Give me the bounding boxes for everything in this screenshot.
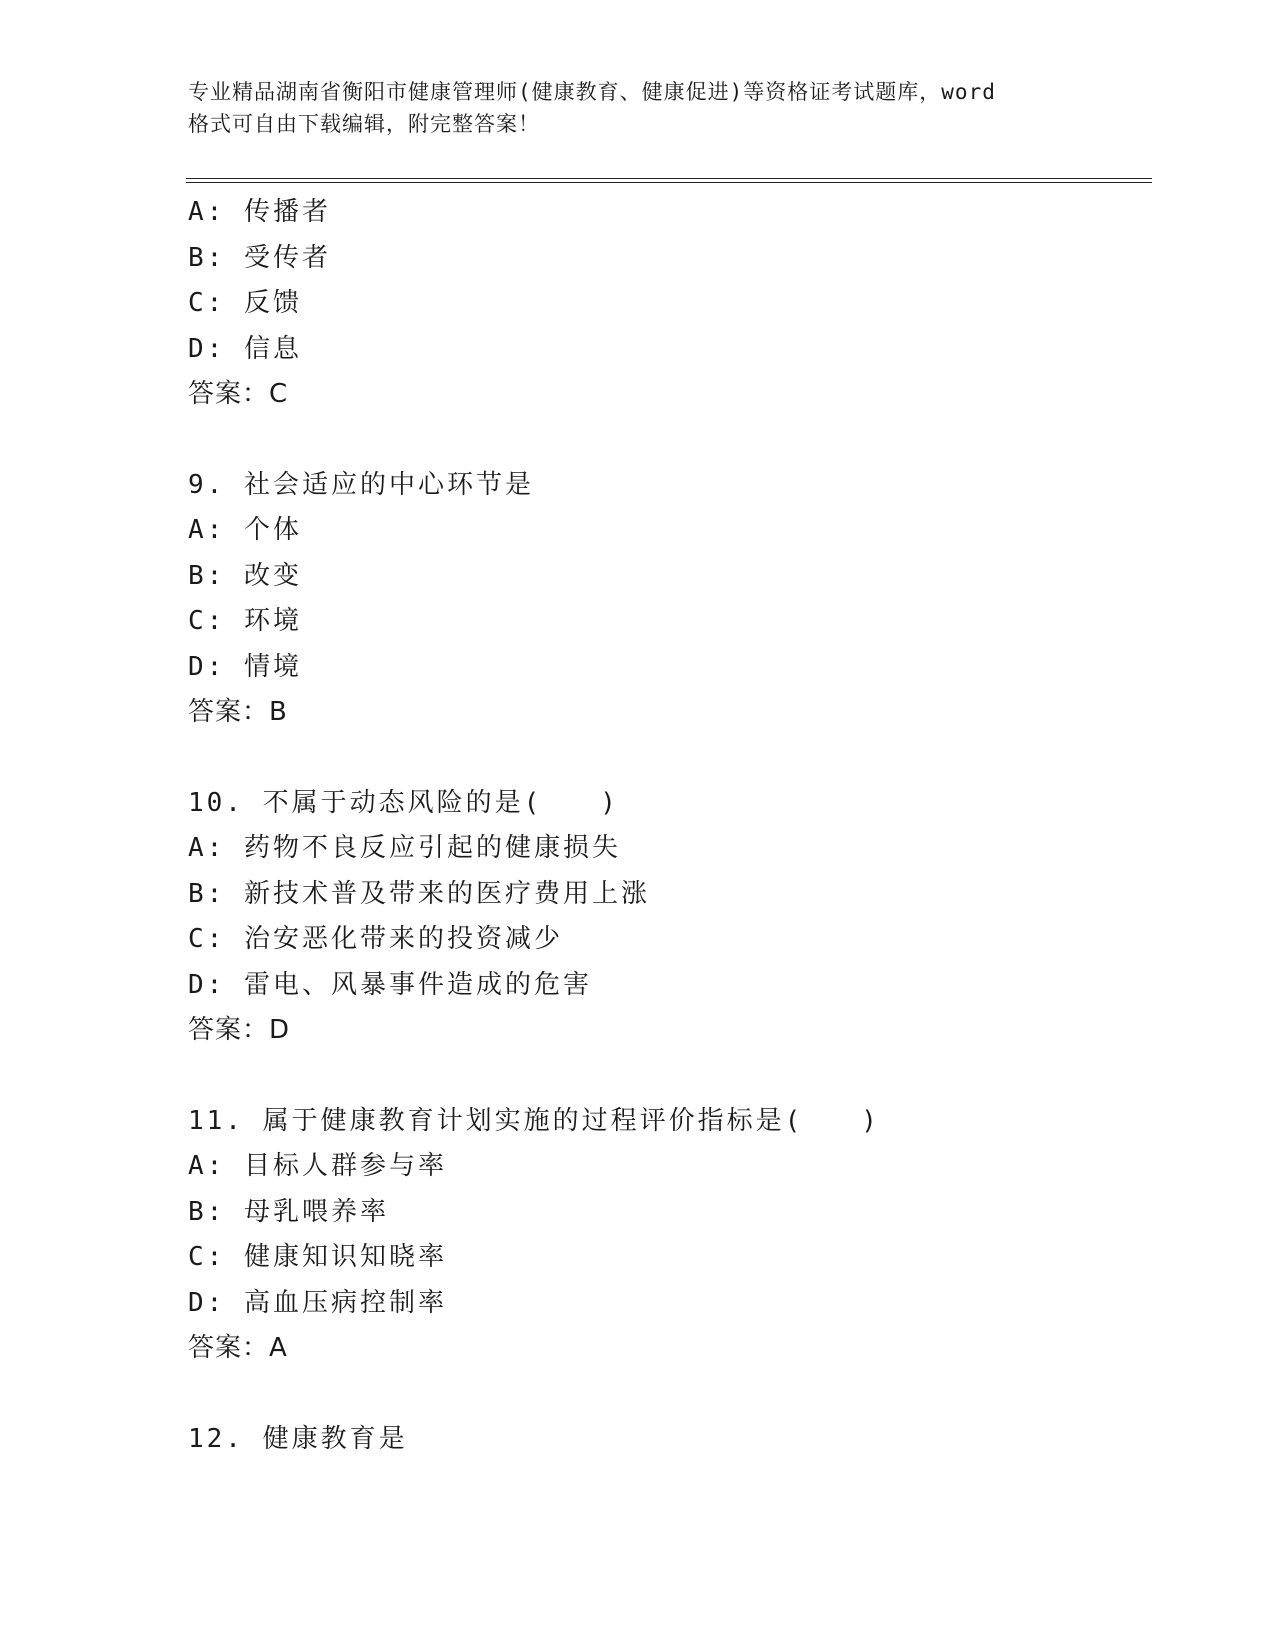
spacer [188,418,1148,463]
header-line-1: 专业精品湖南省衡阳市健康管理师(健康教育、健康促进)等资格证考试题库，word [188,80,996,104]
question-stem: 9. 社会适应的中心环节是 [188,469,534,500]
option-c: C: 环境 [188,606,302,636]
header-divider-top [186,178,1152,179]
option-b: B: 新技术普及带来的医疗费用上涨 [188,878,650,909]
spacer [188,1372,1148,1417]
document-header [188,76,1088,140]
question-list [188,190,1148,1462]
option-d: D: 雷电、风暴事件造成的危害 [188,969,592,1000]
option-b: B: 改变 [188,560,302,591]
option-a: A: 个体 [188,515,302,545]
option-a: A: 目标人群参与率 [188,1151,447,1181]
option-d: D: 情境 [188,651,302,682]
question-stem: 11. 属于健康教育计划实施的过程评价指标是( ) [188,1105,880,1136]
option-c: C: 健康知识知晓率 [188,1242,447,1272]
question-10 [188,781,1148,1054]
question-12 [188,1417,1148,1463]
option-a: A: 传播者 [188,197,331,227]
question-stem: 10. 不属于动态风险的是( ) [188,787,619,818]
answer: 答案：C [188,379,289,409]
question-8 [188,190,1148,418]
question-9 [188,463,1148,736]
spacer [188,736,1148,781]
question-stem: 12. 健康教育是 [188,1423,408,1454]
option-a: A: 药物不良反应引起的健康损失 [188,833,621,863]
spacer [188,1054,1148,1099]
option-c: C: 治安恶化带来的投资减少 [188,924,563,954]
option-b: B: 母乳喂养率 [188,1196,389,1227]
option-b: B: 受传者 [188,242,331,273]
header-divider-bottom [186,182,1152,183]
option-d: D: 信息 [188,333,302,364]
answer: 答案：B [188,697,288,727]
question-11 [188,1099,1148,1372]
header-line-2: 格式可自由下载编辑，附完整答案！ [188,112,540,136]
answer: 答案：A [188,1333,288,1363]
option-c: C: 反馈 [188,288,302,318]
option-d: D: 高血压病控制率 [188,1287,447,1318]
answer: 答案：D [188,1015,291,1045]
